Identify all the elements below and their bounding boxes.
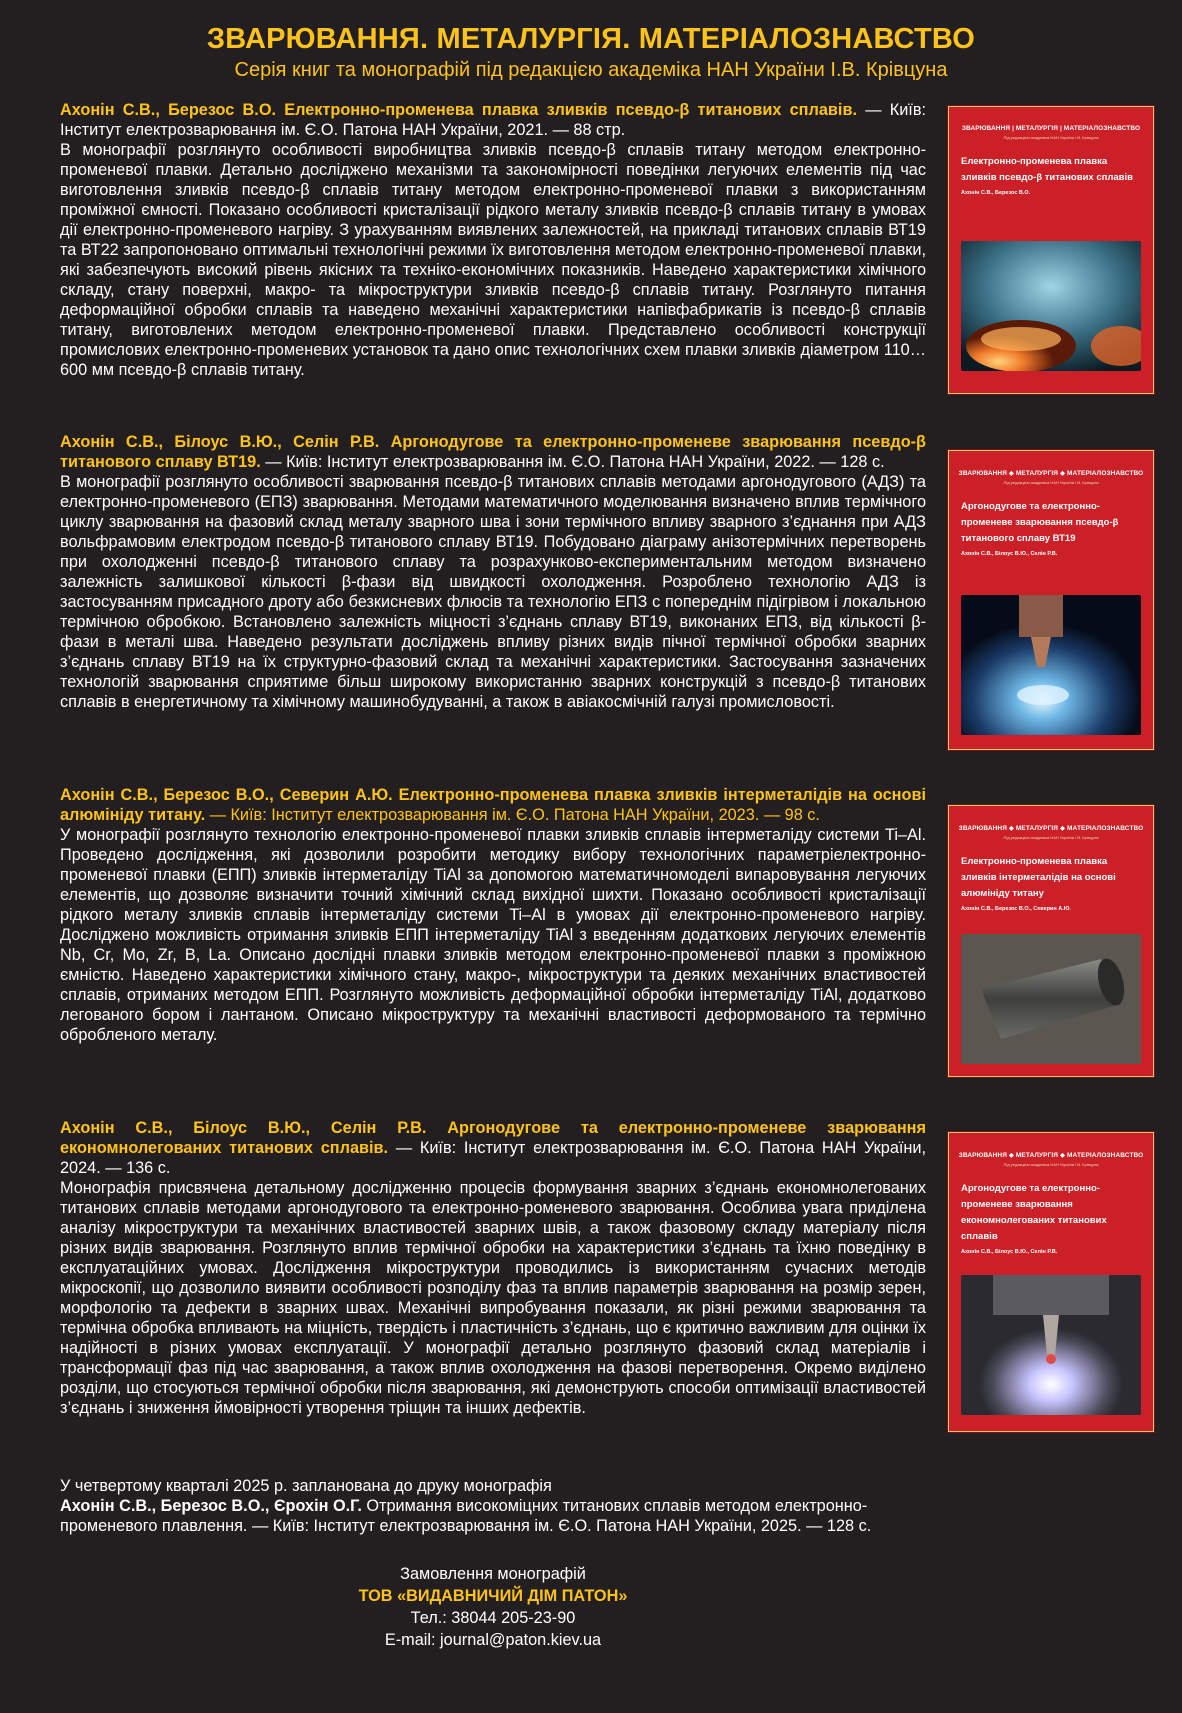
book-abstract: В монографії розглянуто особливості виробництва зливків псевдо-β сплавів титану методом електронно-променевої плавки. Детально досліджено механізми та закономірності поведінки легуючих елементів під час виготовлення зливків псевдо-β сплавів титану методом електронно-променевої плавки з використанням проміжної ємності. Показано особливості кристалізації рідкого металу зливків псевдо-β сплавів титану в умовах дії електронно-променевого нагріву. З урахуванням виявлених залежностей, на прикладі титанових сплавів ВТ19 та ВТ22 запропоновано оптимальні технологічні режими їх виготовлення методом електронно-променевої плавки, які забезпечують високий рівень якісних та техніко-економічних показників. Наведено характеристики хімічного складу, стану поверхні, макро- та мікроструктури зливків псевдо-β сплавів титану. Розглянуто питання деформаційної обробки сплавів та наведено механічні характеристики напівфабрикатів із псевдо-β сплавів титану, виготовлених методом електронно-променевої плавки. Представлено особливості конструкції промислових електронно-променевих установок та дано опис технологічних схем плавки зливків діаметром 110…600 мм псевдо-β сплавів титану. bbox=[60, 141, 926, 379]
order-email: E-mail: journal@paton.kiev.ua bbox=[384, 1631, 602, 1649]
cover-series: ЗВАРЮВАННЯ ◆ МЕТАЛУРГІЯ ◆ МАТЕРІАЛОЗНАВСТВО bbox=[958, 825, 1144, 832]
book-abstract: Монографія присвячена детальному дослідженню процесів формування зварних з’єднань економнолегованих титанових сплавів методами аргонодугового та електронно-роменевого зварювання. Особлива увага приділена аналізу мікроструктури та механічних властивостей зварних швів, а також фазовому складу матеріалу після різних видів зварювання. Розглянуто вплив термічної обробки на характеристики з’єднань та їхню поведінку в експлуатаційних умовах. Дослідження мікроструктури проводились із використанням сучасних методів мікроскопії, що дозволило виявити особливості розподілу фаз та вплив параметрів зварювання на розмір зерен, морфологію та дефекти в зварних швах. Механічні випробування показали, як різні режими зварювання та термічна обробка впливають на міцність, твердість і пластичність з’єднань, що є критично важливим для оцінки їх надійності в різних умовах експлуатації. У монографії детально розглянуто фазовий склад матеріалів і трансформації фаз під час зварювання, а також вплив охолодження на фазові перетворення. Окремо виділено розділи, що стосуються термічної обробки після зварювання, які демонструють способи оптимізації властивостей з’єднань і зниження ймовірності утворення тріщин та інших дефектів. bbox=[60, 1179, 926, 1417]
book-abstract: В монографії розглянуто особливості зварювання псевдо-β титанових сплавів методами аргонодугового (АДЗ) та електронно-променевого (ЕПЗ) зварювання. Методами математичного моделювання визначено вплив термічного циклу зварювання на фазовий склад металу зварного шва і зони термічного впливу зварного з’єднання при АДЗ вольфрамовим електродом псевдо-β титанового сплаву ВТ19. Побудовано діаграму анізотермічних перетворень при охолодженні псевдо-β титанового сплаву та розрахунково-експериментальним методом визначено залежність залишкової кількості β-фази від швидкості охолодження. Розроблено технологію АДЗ із застосуванням присадного дроту або безкисневих флюсів та технологію ЕПЗ с попереднім підігрівом і локальною термічною обробкою. Встановлено залежність міцності з’єднань сплаву ВТ19, виконаних ЕПЗ, від кількості β-фази в металі шва. Наведено результати досліджень впливу різних видів пічної термічної обробки зварних з’єднань сплаву ВТ19 на їх структурно-фазовий склад та механічні характеристики. Застосування зазначених технологій зварювання сприятиме більш широкому використанню зварних конструкцій з псевдо-β титанових сплавів в енергетичному та хімічному машинобудуванні, а також в авіакосмічній галузі промисловості. bbox=[60, 473, 926, 711]
book-title: Ахонін С.В., Білоус В.Ю., Селін Р.В. Аргонодугове та електронно-променеве зварювання псевдо-β титанового сплаву ВТ19. bbox=[60, 433, 926, 471]
book-entry-2 bbox=[60, 432, 926, 712]
book-abstract: У монографії розглянуто технологію електронно-променевої плавки зливків сплавів інтерметаліду системи Ti–Al. Проведено дослідження, які дозволили розробити методику вибору технологічних параметріелектронно-променевої плавки (ЕПП) зливків інтерметаліду TiAl за допомогою математичномоделі випаровування легуючих елементів, що дозволяє визначити точний хімічний склад вихідної шихти. Показано особливості кристалізації рідкого металу зливків сплавів інтерметаліду системи Ti–Al в умовах дії електронно-променевого нагріву. Досліджено можливість отримання зливків ЕПП інтерметаліду TiAl з введенням додаткових легуючих елементів Nb, Cr, Mo, Zr, B, La. Описано дослідні плавки зливків методом електронно-променевої плавки з проміжною ємністю. Наведено характеристики хімічного стану, макро-, мікроструктури та деяких механічних властивостей сплавів, отриманих методом ЕПП. Розглянуто можливість деформаційної обробки інтерметаліду TiAl, додатково легованого бором і лантаном. Описано мікроструктуру та механічні властивості деформованого та термічно обробленого металу. bbox=[60, 826, 926, 1044]
cover-title: Аргонодугове та електронно-променеве зварювання псевдо-β титанового сплаву ВТ19 bbox=[961, 501, 1119, 544]
cover-authors: Ахонін С.В., Березос В.О. bbox=[961, 190, 1031, 196]
cover-series: ЗВАРЮВАННЯ ◆ МЕТАЛУРГІЯ ◆ МАТЕРІАЛОЗНАВСТВО bbox=[958, 1152, 1144, 1159]
cover-photo-arc bbox=[961, 1275, 1141, 1415]
book-title: Ахонін С.В., Березос В.О. Електронно-променева плавка зливків псевдо-β титанових сплавів. bbox=[60, 101, 857, 119]
cover-title: Електронно-променева плавка зливків інтерметалідів на основі алюмініду титану bbox=[961, 856, 1116, 899]
book-entry-1 bbox=[60, 100, 926, 380]
cover-editor: Під редакцією академіка НАН України І.В. Крівцуна bbox=[1003, 835, 1099, 840]
book-cover-3 bbox=[948, 805, 1154, 1077]
book-cover-2 bbox=[948, 450, 1154, 750]
cover-title: Аргонодугове та електронно-променеве зварювання економнолегованих титанових сплавів bbox=[961, 1183, 1107, 1242]
cover-title: Електронно-променева плавка зливків псевдо-β титанових сплавів bbox=[961, 156, 1133, 183]
book-cover-1 bbox=[948, 106, 1154, 394]
order-label: Замовлення монографій bbox=[400, 1565, 586, 1583]
series-subtitle: Серія книг та монографій під редакцією академіка НАН України І.В. Крівцуна bbox=[234, 59, 948, 81]
order-phone: Тел.: 38044 205-23-90 bbox=[410, 1609, 576, 1627]
cover-photo-melting bbox=[961, 241, 1141, 371]
cover-editor: Під редакцією академіка НАН України І.В. Крівцуна bbox=[1003, 135, 1099, 140]
planned-monograph bbox=[60, 1476, 926, 1536]
cover-authors: Ахонін С.В., Березос В.О., Северин А.Ю. bbox=[961, 906, 1071, 912]
cover-series: ЗВАРЮВАННЯ ◆ МЕТАЛУРГІЯ ◆ МАТЕРІАЛОЗНАВСТВО bbox=[958, 470, 1144, 477]
cover-editor: Під редакцією академіка НАН України І.В. Крівцуна bbox=[1003, 480, 1099, 485]
cover-editor: Під редакцією академіка НАН України І.В. Крівцуна bbox=[1003, 1162, 1099, 1167]
cover-photo-ingot bbox=[961, 934, 1141, 1064]
page-header bbox=[0, 22, 1182, 82]
cover-authors: Ахонін С.В., Білоус В.Ю., Селін Р.В. bbox=[961, 551, 1058, 557]
publisher-name: ТОВ «ВИДАВНИЧИЙ ДІМ ПАТОН» bbox=[358, 1587, 628, 1605]
planned-authors: Ахонін С.В., Березос В.О., Єрохін О.Г. bbox=[60, 1497, 362, 1515]
book-entry-3 bbox=[60, 785, 926, 1045]
book-title: Ахонін С.В., Білоус В.Ю., Селін Р.В. Аргонодугове та електронно-променеве зварювання економнолегованих титанових сплавів. bbox=[60, 1119, 926, 1157]
book-citation: — Київ: Інститут електрозварювання ім. Є.О. Патона НАН України, 2022. — 128 с. bbox=[260, 453, 885, 471]
series-title: ЗВАРЮВАННЯ. МЕТАЛУРГІЯ. МАТЕРІАЛОЗНАВСТВО bbox=[206, 23, 976, 55]
cover-authors: Ахонін С.В., Білоус В.Ю., Селін Р.В. bbox=[961, 1249, 1058, 1255]
book-citation: — Київ: Інститут електрозварювання ім. Є.О. Патона НАН України, 2024. — 136 с. bbox=[60, 1139, 927, 1177]
cover-series: ЗВАРЮВАННЯ | МЕТАЛУРГІЯ | МАТЕРІАЛОЗНАВСТВО bbox=[961, 125, 1141, 132]
cover-photo-welding bbox=[961, 595, 1141, 735]
book-entry-4 bbox=[60, 1118, 926, 1418]
planned-intro: У четвертому кварталі 2025 р. запланована до друку монографія bbox=[60, 1477, 552, 1495]
order-info bbox=[0, 1563, 986, 1651]
book-citation: — Київ: Інститут електрозварювання ім. Є.О. Патона НАН України, 2023. — 98 с. bbox=[205, 806, 820, 824]
book-cover-4 bbox=[948, 1132, 1154, 1432]
planned-details: Отримання високоміцних титанових сплавів методом електронно-променевого плавлення. — Київ: Інститут електрозварювання ім. Є.О. Патона НАН України, 2025. — 128 с. bbox=[60, 1497, 872, 1535]
book-citation: — Київ: Інститут електрозварювання ім. Є.О. Патона НАН України, 2021. — 88 стр. bbox=[60, 101, 926, 139]
book-title: Ахонін С.В., Березос В.О., Северин А.Ю. Електронно-променева плавка зливків інтерметалідів на основі алюмініду титану. bbox=[60, 786, 926, 824]
